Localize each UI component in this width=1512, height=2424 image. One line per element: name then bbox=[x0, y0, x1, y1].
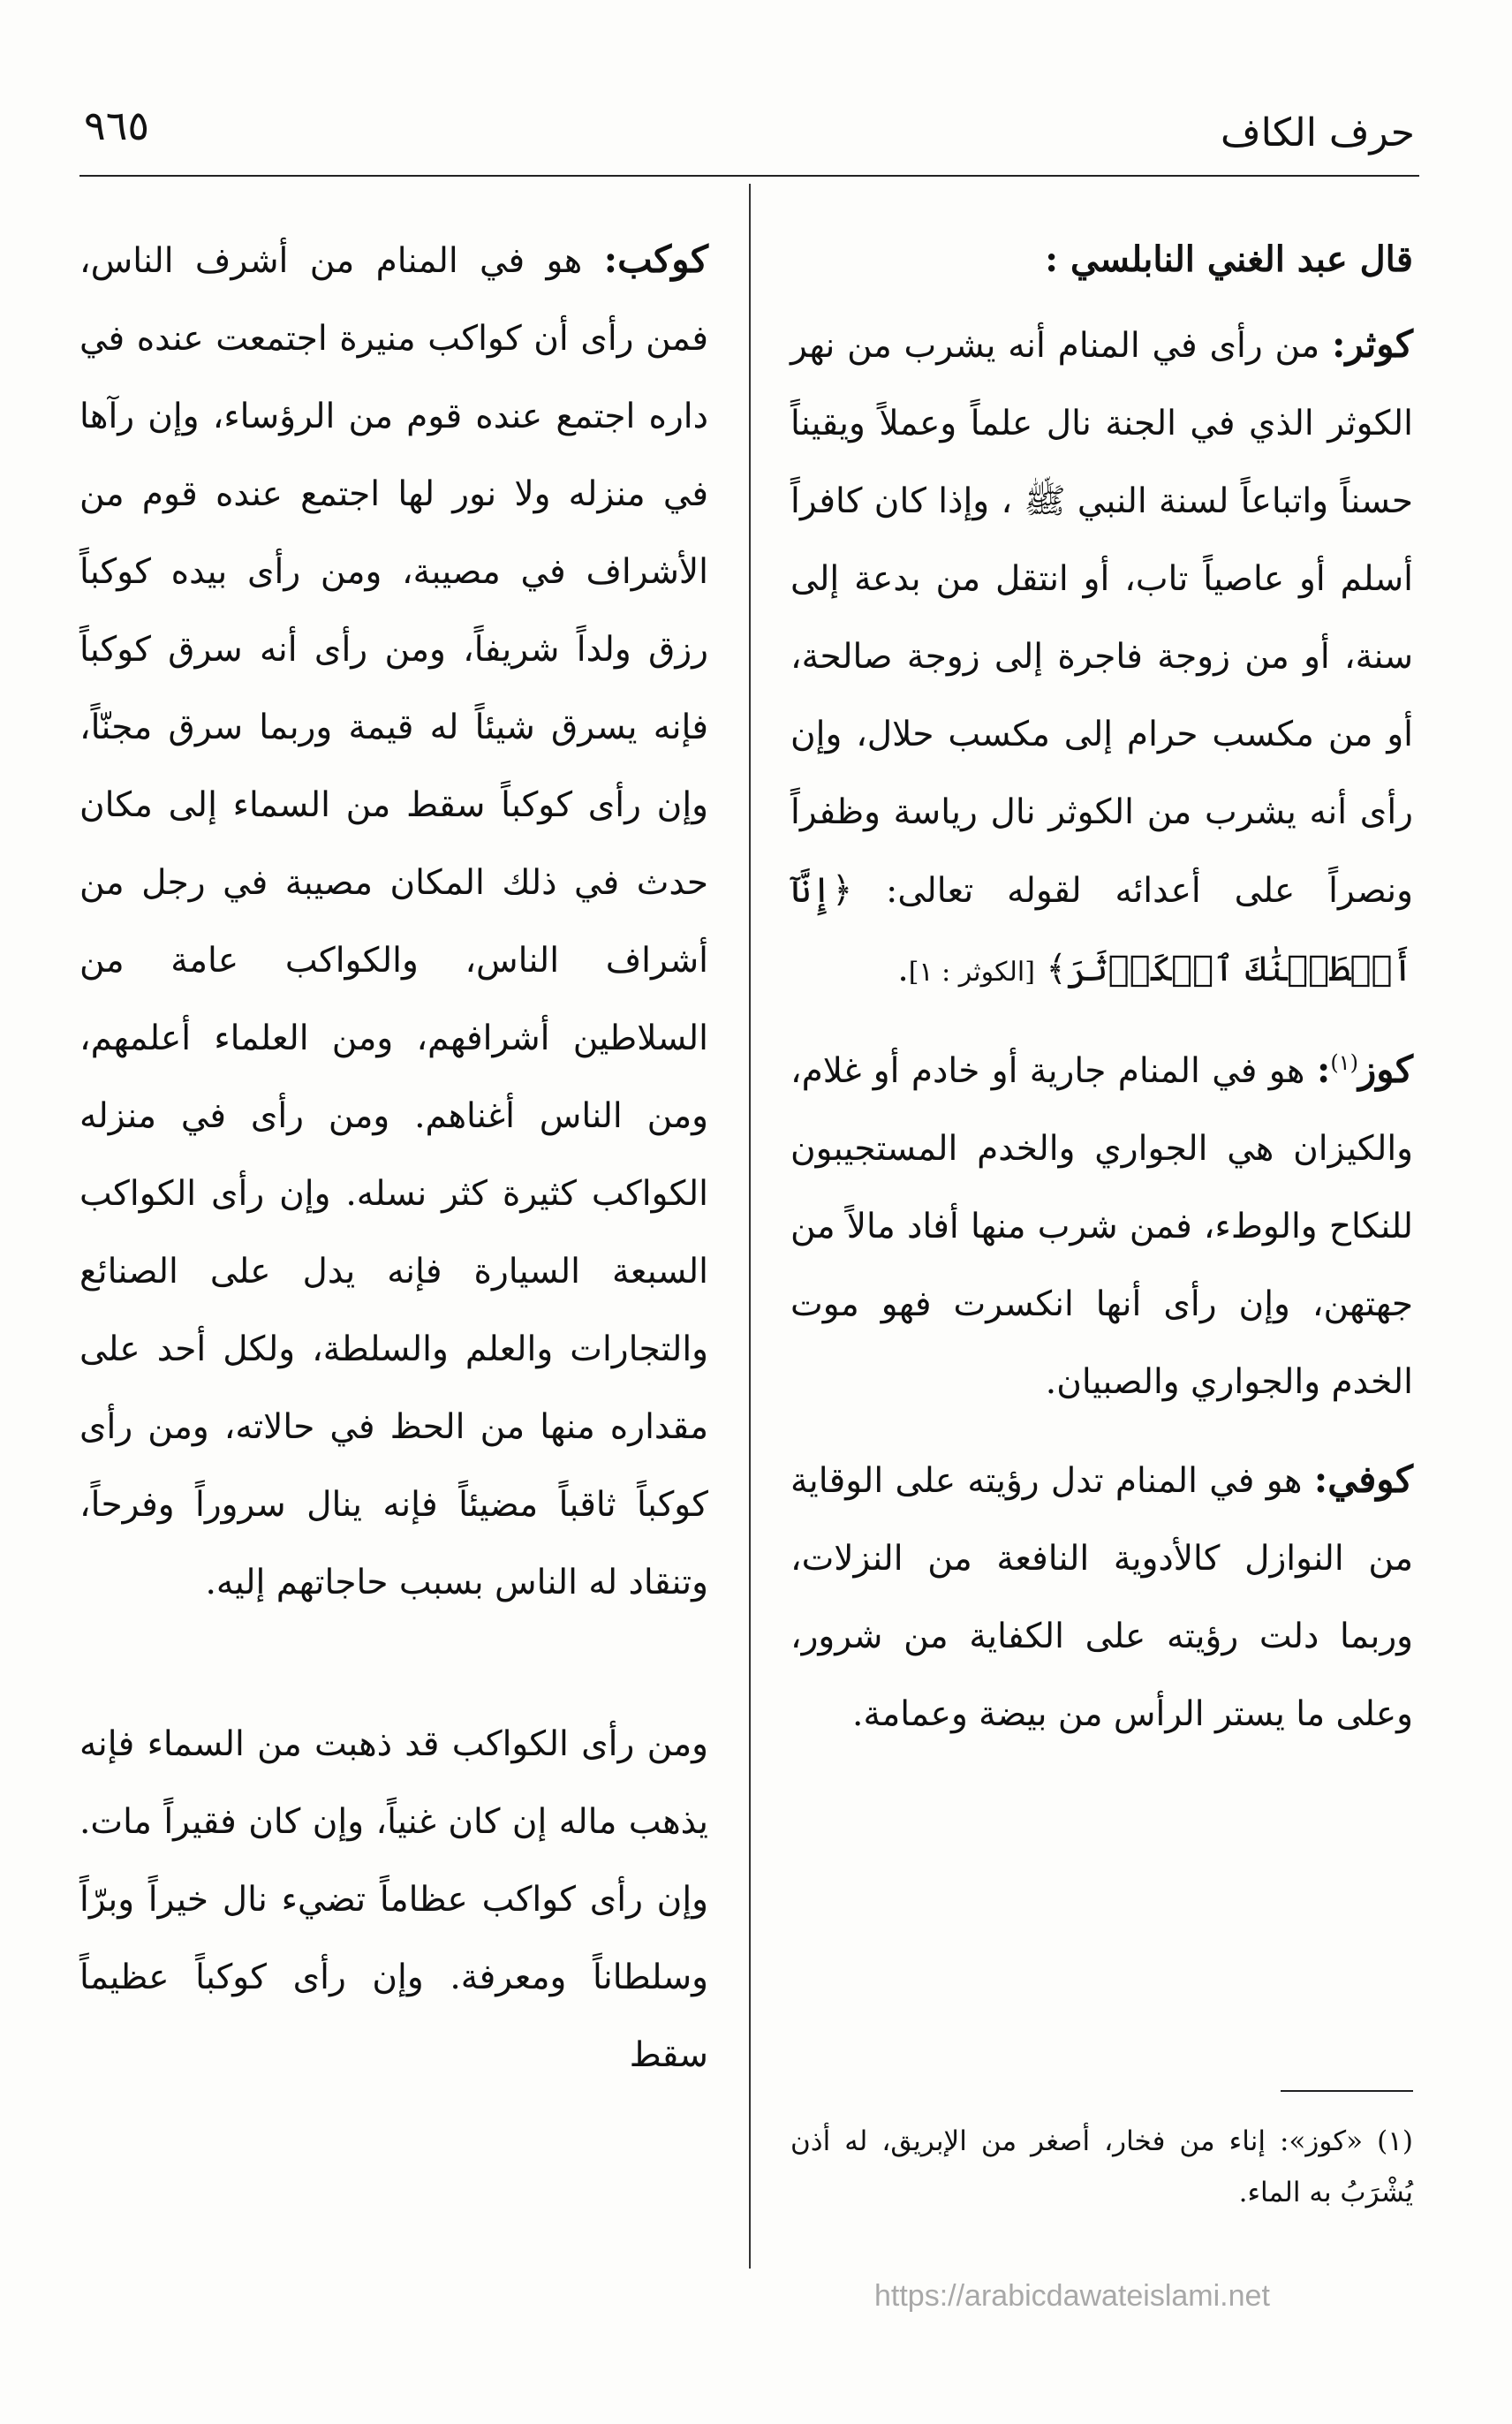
footnote-text: «كوز»: إناء من فخار، أصغر من الإبريق، له أذن يُشْرَبُ به الماء. bbox=[790, 2125, 1413, 2208]
column-divider bbox=[749, 184, 751, 2269]
paragraph-text: ومن رأى الكواكب قد ذهبت من السماء فإنه يذهب ماله إن كان غنياً، وإن كان فقيراً مات. وإن رأى كواكب عظاماً تضيء نال خيراً وبرّاً وسلطاناً ومعرفة. وإن رأى كوكباً عظيماً سقط bbox=[79, 1724, 708, 2075]
entry-term: كوفي: bbox=[1313, 1458, 1413, 1501]
entry-kuz bbox=[790, 1031, 1413, 1421]
entry-kufi bbox=[790, 1441, 1413, 1754]
page-number: ٩٦٥ bbox=[84, 102, 150, 149]
right-column bbox=[790, 221, 1413, 1773]
quran-verse: ﴿إِنَّآ أَعۡطَيۡنَٰكَ ٱلۡكَوۡثَرَ﴾ bbox=[790, 870, 1413, 989]
footnote bbox=[790, 2116, 1413, 2218]
entry-kawkab bbox=[79, 221, 708, 1622]
footnote-number: (١) bbox=[1377, 2125, 1413, 2157]
chapter-title: حرف الكاف bbox=[1220, 110, 1415, 155]
entry-text: هو في المنام تدل رؤيته على الوقاية من النوازل كالأدوية النافعة من النزلات، وربما دلت رؤيته على الكفاية من شرور، وعلى ما يستر الرأس من بيضة وعمامة. bbox=[790, 1461, 1413, 1734]
entry-text: هو في المنام جارية أو خادم أو غلام، والكيزان هي الجواري والخدم المستجيبون للنكاح والوطء، فمن شرب منها أفاد مالاً من جهتهن، وإن رأى أنها انكسرت فهو موت الخدم والجواري والصبيان. bbox=[790, 1051, 1413, 1402]
entry-text: هو في المنام من أشرف الناس، فمن رأى أن كواكب منيرة اجتمعت عنده في داره اجتمع عنده قوم من الرؤساء، وإن رآها في منزله ولا نور لها اجتمع عنده قوم من الأشراف في مصيبة، ومن رأى بيده كوكباً رزق ولداً شريفاً، ومن رأى أنه سرق كوكباً فإنه يسرق شيئاً له قيمة وربما سرق مجنّاً، وإن رأى كوكباً سقط من السماء إلى مكان حدث في ذلك المكان مصيبة في رجل من أشراف الناس، والكواكب عامة من السلاطين أشرافهم، ومن العلماء أعلمهم، ومن الناس أغناهم. ومن رأى في منزله الكواكب كثيرة كثر نسله. وإن رأى الكواكب السبعة السيارة فإنه يدل على الصنائع والتجارات والعلم والسلطة، ولكل أحد على مقداره منها من الحظ في حالاته، ومن رأى كوكباً ثاقباً مضيئاً فإنه ينال سروراً وفرحاً، وتنقاد له الناس بسبب حاجاتهم إليه. bbox=[79, 241, 708, 1602]
footnote-divider bbox=[1281, 2090, 1413, 2092]
entry-term: كوثر: bbox=[1331, 322, 1413, 366]
entry-term: كوز bbox=[1358, 1048, 1413, 1091]
source-attribution: قال عبد الغني النابلسي : bbox=[1045, 239, 1413, 280]
entry-paragraph bbox=[79, 1706, 708, 2094]
footnote-marker[interactable]: (١) bbox=[1330, 1050, 1359, 1075]
entry-term-colon: : bbox=[1316, 1048, 1331, 1091]
entry-text: من رأى في المنام أنه يشرب من نهر الكوثر الذي في الجنة نال علماً وعملاً ويقيناً حسناً واتباعاً لسنة النبي ﷺ ، وإذا كان كافراً أسلم أو عاصياً تاب، أو انتقل من بدعة إلى سنة، أو من زوجة فاجرة إلى زوجة صالحة، أو من مكسب حرام إلى مكسب حلال، وإن رأى أنه يشرب من الكوثر نال رياسة وظفراً ونصراً على أعدائه لقوله تعالى: bbox=[790, 326, 1413, 911]
entry-end-mark: . bbox=[897, 950, 909, 989]
left-column bbox=[79, 221, 708, 2114]
entry-kawthar bbox=[790, 306, 1413, 1011]
header-divider bbox=[79, 175, 1419, 177]
entry-term: كوكب: bbox=[603, 238, 708, 281]
verse-reference: [الكوثر : ١] bbox=[908, 957, 1035, 988]
watermark-url: https://arabicdawateislami.net bbox=[874, 2279, 1270, 2313]
